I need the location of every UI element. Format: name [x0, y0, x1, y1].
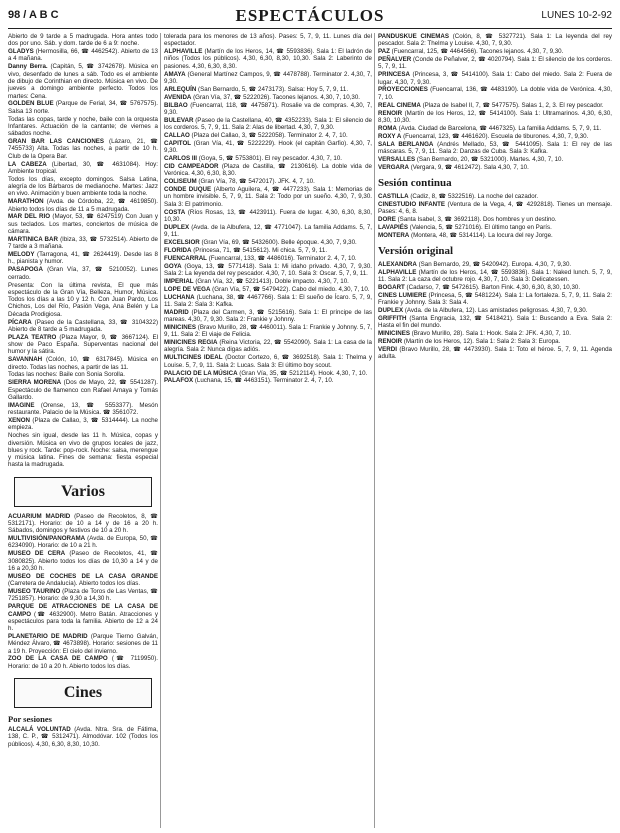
listing-entry: [378, 33, 612, 48]
page-number: 98 / A B C: [8, 9, 59, 21]
listing-name: RENOIR: [378, 338, 403, 346]
listing-text: Presenta: Con la última revista, El que más espectáculo de la Gran Vía, Belleza, Humor, Música. Todos los días a las 10 y 12 h. Con Juan Pardo, Los Chichos, Los del Río, Pasión Vega, Ana Belén y La Década Prodigiosa.: [8, 281, 158, 318]
listing-name: SAVANNAH: [8, 356, 43, 364]
listing-name: MARTINICA BAR: [8, 235, 58, 243]
listing-entry: [164, 370, 372, 377]
listing-text: (Gran Vía, 35, ☎ 5212114). Hook. 4,30, 7, 10.: [239, 369, 368, 377]
listing-entry: [378, 133, 612, 140]
column-rule: [160, 33, 161, 828]
listing-entry: [378, 156, 612, 163]
listing-name: COSTA: [164, 208, 186, 216]
listing-text: (Libertad, 30, ☎ 4631084). Hoy: Ambiente tropical.: [8, 160, 158, 175]
listing-name: LA CABEZA: [8, 160, 47, 168]
listing-text: (Ibiza, 33, ☎ 5732514). Abierto de 7 tarde a 3 mañana.: [8, 235, 158, 251]
listing-text: (Doctor Cortezo, 6, ☎ 3692518). Sala 1: Thelma y Louise. 5, 7, 9, 11. Sala 2: Lucas. Sala 3: El último boy scout.: [164, 354, 372, 369]
listing-text: (Capitán, 5, ☎ 3742678). Música en vivo, desenfado de lunes a sáb. Todo es el ambiente de dibujo de Corinthian en directo. Música en vivo. De jueves a domingo ambiente perfecto. Todos los martes: Cena.: [8, 63, 158, 100]
listing-name: CINESTUDIO INFANTE: [378, 200, 446, 208]
listing-text: (Lázaro, 21, ☎ 7455733) Alta. Todas las noches, a partir de 10 h. Club de la Opera Bar.: [8, 138, 158, 160]
listing-text: (Plaza Mayor, 9, ☎ 3667124). El show de Paco España. Superventas nacional del humor y la sátira.: [8, 333, 158, 356]
listing-name: PAZ: [378, 48, 390, 56]
listing-text: (Gran Vía, 78, ☎ 5472017). JFK. 4, 7, 10.: [198, 178, 315, 186]
listing-entry: [378, 307, 612, 314]
listing-entry: [164, 339, 372, 354]
listing-entry: [378, 125, 612, 132]
listing-entry: [378, 292, 612, 307]
listing-entry: [164, 247, 372, 254]
listing-entry: [8, 550, 158, 572]
listing-entry: [164, 255, 372, 262]
listing-name: VERGARA: [378, 163, 409, 171]
listing-text: (Hermosilla, 66, ☎ 4462542). Abierto de 13 a 4 mañana.: [8, 48, 158, 63]
listing-text: (General Martínez Campos, 9, ☎ 4478788). Terminator 2. 4,30, 7, 9,30.: [164, 70, 372, 85]
listing-name: PEÑALVER: [378, 56, 412, 64]
listing-entry: [8, 176, 158, 198]
listing-name: REAL CINEMA: [378, 101, 421, 109]
listing-entry: [8, 513, 158, 535]
listing-entry: [164, 86, 372, 93]
listing-entry: [164, 186, 372, 208]
listing-name: CARLOS III: [164, 155, 198, 163]
listing-text: (Luchana, 15, ☎ 4463151). Terminator 2. 4, 7, 10.: [194, 377, 334, 385]
listing-entry: [8, 116, 158, 138]
listing-entry: [8, 573, 158, 588]
listing-name: ALPHAVILLE: [164, 48, 203, 56]
listing-name: ZOO DE LA CASA DE CAMPO: [8, 655, 108, 663]
listing-text: (Santa Engracia, 132, ☎ 5418421). Sala 1: Buscando a Eva. Sala 2: Hasta el fin del mundo.: [378, 315, 612, 330]
listing-entry: [378, 346, 612, 361]
listing-name: DUPLEX: [378, 307, 404, 315]
listing-entry: [8, 371, 158, 378]
listing-entry: [378, 232, 612, 239]
listing-text: (☎ 4632900). Metro Batán. Atracciones y espectáculos para toda la familia. Abierto de 12 a 24 h.: [8, 610, 158, 633]
listing-entry: [378, 193, 612, 200]
listing-text: (Andrés Mellado, 53, ☎ 5441095). Sala 1: El rey de las máscaras. 5, 7, 9, 11. Sala 2: Danzas de Cuba. Sala 3: Kafka.: [378, 140, 612, 155]
listing-text: (Martín de los Heros, 14, ☎ 5593836). Sala 1: Naked lunch. 5, 7, 9, 11. Sala 2: La caza del octubre rojo. 4,30, 7, 10. Sala 3: Delicatessen.: [378, 268, 612, 284]
listing-name: ROXY A: [378, 132, 402, 140]
por-sesiones-listings: [8, 726, 158, 748]
listing-text: (Plaza del Callao, 3, ☎ 5222058). Terminator 2. 4, 7, 10.: [191, 132, 348, 140]
listing-name: VERDI: [378, 346, 397, 354]
listing-entry: [8, 198, 158, 213]
listing-entry: [164, 209, 372, 224]
listing-entry: [164, 286, 372, 293]
column-1: [8, 33, 158, 828]
listing-name: EXCELSIOR: [164, 238, 200, 246]
listing-entry: [8, 726, 158, 748]
listing-entry: [164, 71, 372, 86]
issue-date: LUNES 10-2-92: [541, 10, 612, 21]
listing-text: (Fuencarral, 123, ☎ 4461620). Escuela de tiburones. 4,30, 7, 9,30.: [403, 132, 589, 140]
listing-name: CASTILLA: [378, 192, 409, 200]
nightlife-listings: [8, 33, 158, 469]
listing-entry: [164, 324, 372, 339]
listing-text: Todas las copas, tarde y noche, baile con la orquesta Infantares. Actuación de la cantante; de viernes a sábados noche.: [8, 115, 158, 138]
listing-text: (Tarragona, 41, ☎ 2624419). Desde las 8 h., pianista y humor.: [8, 251, 158, 266]
listing-name: ALPHAVILLE: [378, 268, 417, 276]
listing-text: (Avda. Ciudad de Barcelona, ☎ 4467325). La familia Addams. 5, 7, 9, 11.: [398, 124, 602, 132]
listing-entry: [378, 216, 612, 223]
listing-entry: [378, 86, 612, 101]
listing-name: PRINCESA: [378, 71, 410, 79]
listing-name: ARLEQUÍN: [164, 85, 197, 93]
listing-entry: [164, 377, 372, 384]
cinema-listings: [164, 33, 372, 385]
listing-entry: [8, 213, 158, 235]
listing-entry: [378, 284, 612, 291]
listing-entry: [378, 56, 612, 71]
listing-entry: [164, 239, 372, 246]
listing-entry: [8, 266, 158, 281]
listing-text: (Parque Tierno Galván, Méndez Álvaro, ☎ 4673898). Horario: sesiones de 11 a 19 h. Proyección: El cielo del invierno.: [8, 633, 158, 655]
listing-text: (Fuencarral, 118, ☎ 4475871). Rosalie va de compras. 4,30, 7, 9,30.: [164, 101, 372, 116]
listing-text: (Gran Vía, 37, ☎ 5222026). Tacones lejanos. 4,30, 7, 10,30.: [193, 93, 360, 101]
listing-name: MUSEO DE COCHES DE LA CASA GRANDE: [8, 572, 158, 580]
listing-text: Abierto de 9 tarde a 5 madrugada. Hora antes todo dos por uno. Sáb. y dom. tarde de 6 a 9: noche.: [8, 33, 158, 48]
listing-text: (Princesa, 71, ☎ 5415612). Mi chica. 5, 7, 9, 11.: [193, 246, 328, 254]
listing-text: (Dos de Mayo, 22, ☎ 5541287). Espectáculo de flamenco con Rafael Amaya y Tomás Gallardo.: [8, 379, 158, 401]
listing-text: (Orense, 13, ☎ 5553377). Mesón restaurante. Palacio de la Música. ☎ 3561072.: [8, 401, 158, 417]
listing-entry: [164, 354, 372, 369]
listing-text: (Vergara, 9, ☎ 4612472). Sala 4,30, 7, 10.: [410, 163, 529, 171]
listing-text: (Colón, 8, ☎ 5327721). Sala 1: La leyenda del rey pescador. Sala 2: Thelma y Louise. 4,30, 7, 9,30.: [378, 33, 612, 48]
listing-name: BOGART: [378, 284, 405, 292]
listing-text: (Alberto Aguilera, 4, ☎ 4477233). Sala 1: Memorias de un hombre invisible. 5, 7, 9, 11. Sala 2: Todo por un sueño. 4,30, 7, 9,30. Sala 3: El patrimonio.: [164, 186, 372, 208]
listing-text: (Cadarso, 7, ☎ 5472615). Barton Fink. 4,30, 6,30, 8,30, 10,30.: [406, 284, 581, 292]
listing-text: (Gran Vía, 41, ☎ 5222229). Hook (el capitán Garfio). 4,30, 7, 9,30.: [164, 139, 372, 155]
listing-text: tolerada para los menores de 13 años). Pases: 5, 7, 9, 11. Lunes día del espectador.: [164, 33, 372, 48]
listing-name: VERSALLES: [378, 155, 416, 163]
listing-entry: [8, 633, 158, 655]
listing-text: (San Bernardo, 5, ☎ 2473173). Salsa: Hoy 5, 7, 9, 11.: [198, 85, 349, 93]
listing-entry: [378, 48, 612, 55]
listing-name: ALEXANDRA: [378, 261, 417, 269]
listing-name: PLAZA TEATRO: [8, 333, 57, 341]
listing-entry: [8, 655, 158, 670]
listing-entry: [164, 294, 372, 309]
listing-name: GLADYS: [8, 48, 34, 56]
listing-entry: [378, 141, 612, 156]
listing-text: (Plaza de Castilla, ☎ 2130616). La doble vida de Verónica. 4,30, 6,30, 8,30.: [164, 162, 372, 178]
listing-text: (Plaza del Carmen, 3, ☎ 5215616). Sala 1: El príncipe de las mareas. 4,30, 7, 9,30. Sala 2: Frankie y Johnny.: [164, 308, 372, 324]
listing-text: (Bravo Murillo, 28, ☎ 4460011). Sala 1: Frankie y Johnny. 5, 7, 9, 11. Sala 2: El viaje de Felicia.: [164, 323, 372, 339]
listing-text: (Luchana, 38, ☎ 4467766). Sala 1: El sueño de Ícaro. 5, 7, 9, 11. Sala 2: Sala 3: Kafka.: [164, 293, 372, 308]
listing-name: AMAYA: [164, 70, 186, 78]
listing-name: ACUARIUM MADRID: [8, 512, 71, 520]
column-2: [164, 33, 372, 828]
listing-entry: [378, 102, 612, 109]
listing-entry: [378, 224, 612, 231]
listing-name: PARQUE DE ATRACCIONES DE LA CASA DE CAMPO: [8, 603, 158, 618]
listing-entry: [164, 48, 372, 70]
listing-entry: [8, 334, 158, 356]
version-original-listings: [378, 261, 612, 361]
listing-entry: [8, 432, 158, 468]
listing-name: GOLDEN BLUE: [8, 100, 54, 108]
listing-entry: [164, 102, 372, 117]
listing-name: CID CAMPEADOR: [164, 162, 219, 170]
listing-name: CINES LUMIERE: [378, 292, 427, 299]
listing-name: ROMA: [378, 124, 397, 132]
listing-text: (Fuencarral, 136, ☎ 4483190). La doble vida de Verónica. 4,30, 7, 10.: [378, 86, 612, 101]
listing-text: (Martín de los Heros, 14, ☎ 5593836). Sala 1: El ladrón de niños (Todos los públicos). 4,30, 6,30, 8,30, 10,30. Sala 2: Laberinto de pasiones. 4,30, 6,30, 8,30.: [164, 48, 372, 70]
listing-entry: [8, 603, 158, 632]
listing-name: MADRID: [164, 308, 189, 316]
listing-name: PÍCARA: [8, 318, 32, 326]
listing-name: BULEVAR: [164, 116, 194, 124]
listing-name: MUSEO TAURINO: [8, 588, 61, 596]
listing-name: MINICINES: [164, 323, 196, 331]
listing-entry: [164, 309, 372, 324]
listing-name: MARATHON: [8, 198, 44, 206]
listing-entry: [8, 282, 158, 318]
listing-name: CAPITOL: [164, 139, 192, 147]
listing-name: PASAPOGA: [8, 266, 43, 274]
listing-name: SALA BERLANGA: [378, 140, 434, 148]
listing-entry: [164, 94, 372, 101]
sesion-continua-heading: Sesión continua: [378, 176, 452, 189]
listing-name: FLORIDA: [164, 246, 192, 254]
listing-name: CALLAO: [164, 132, 190, 140]
varios-listings: [8, 513, 158, 670]
listing-name: DUPLEX: [164, 223, 190, 231]
listing-entry: [378, 330, 612, 337]
listing-text: (Plaza de Toros de Las Ventas, ☎ 7251857). Horario: de 9,30 a 14,30 h.: [8, 588, 158, 603]
listing-entry: [164, 132, 372, 139]
listing-text: (Princesa, 3, ☎ 5414100). Sala 1: Cabo del miedo. Sala 2: Fuera de lugar. 4,30, 7, 9,30.: [378, 71, 612, 86]
listing-text: (Gran Vía, 69, ☎ 5432600). Belle époque. 4,30, 7, 9,30.: [201, 238, 357, 246]
listing-entry: [8, 417, 158, 432]
listing-name: SIERRA MORENA: [8, 379, 62, 387]
listing-entry: [8, 251, 158, 266]
listing-text: (Avda. de la Albufera, 12). Las amistades peligrosas. 4,30, 7, 9,30.: [404, 307, 588, 315]
listing-name: MAR DEL RIO: [8, 213, 51, 221]
listing-text: (Carretera de Andalucía). Abierto todos los días.: [8, 580, 141, 588]
listing-text: (Reina Victoria, 22, ☎ 5542090). Sala 1: La casa de la alegría. Sala 2: Nunca digas adiós.: [164, 339, 372, 354]
listing-entry: [378, 338, 612, 345]
listing-entry: [8, 236, 158, 251]
listing-name: LAVAPIÉS: [378, 223, 409, 231]
listing-text: (Valencia, 5, ☎ 5271016). El último tango en París.: [409, 223, 552, 231]
listing-text: (Martín de los Heros, 12). Sala 1: Sala 2: Sala 3: Europa.: [403, 338, 561, 346]
listing-entry: [378, 315, 612, 330]
listing-name: GOYA: [164, 262, 182, 270]
listing-entry: [8, 402, 158, 417]
listing-entry: [378, 269, 612, 284]
listing-text: Todos los días, excepto domingos. Salsa Latina, alegría de los Bárbaros de medianoche. Martes: Jazz en vivo. Animación y buen ambiente toda la noche.: [8, 175, 158, 198]
listing-name: ALCALÁ VOLUNTAD: [8, 726, 71, 734]
listing-text: (San Bernardo, 29, ☎ 5420942). Europa. 4,30, 7, 9,30.: [418, 261, 572, 269]
listing-entry: [378, 261, 612, 268]
listing-name: LOPE DE VEGA: [164, 285, 211, 293]
listing-text: (San Bernardo, 20, ☎ 5321000). Martes. 4,30, 7, 10.: [416, 155, 564, 163]
listing-name: MINICINES: [378, 330, 410, 338]
listing-name: COLISEUM: [164, 178, 197, 186]
listing-name: MULTICINES IDEAL: [164, 354, 223, 362]
listing-name: GRIFFITH: [378, 315, 407, 323]
listing-text: (Gran Vía, 37, ☎ 5210052). Lunes cerrado.: [8, 266, 158, 281]
listing-text: (Avda. Ntra. Sra. de Fátima, 138, C. P., ☎ 5312471). Almodóvar. 102 (Todos los públicos). 4,30, 6,30, 8,30, 10,30.: [8, 726, 158, 748]
listing-text: (Colón, 10, ☎ 6317845). Música en directo. Todas las noches, a partir de las 11.: [8, 356, 158, 371]
listing-name: GRAN BAR LAS CANCIONES: [8, 138, 105, 146]
listing-entry: [164, 117, 372, 132]
listing-entry: [8, 535, 158, 550]
listing-name: MINICINES REGIA: [164, 339, 218, 347]
listing-text: (Paseo de la Castellana, 40, ☎ 4352233). Sala 1: El silencio de los corderos. 5, 7, 9, 11. Sala 2: Alas de libertad. 4,30, 7, 9,30.: [164, 116, 372, 132]
listing-name: MELODY: [8, 251, 35, 259]
listing-entry: [378, 110, 612, 125]
listing-name: PROYECCIONES: [378, 86, 428, 94]
listing-entry: [8, 319, 158, 334]
listing-text: (Goya, 13, ☎ 5771418). Sala 1: Mi idaho privado. 4,30, 7, 9,30. Sala 2: La leyenda del rey pescador. 4,30, 7, 10. Sala 3: Oscar. 5, 7, 9, 11.: [164, 262, 372, 277]
listing-name: CONDE DUQUE: [164, 186, 212, 194]
listing-name: MONTERA: [378, 231, 410, 239]
listing-entry: [8, 100, 158, 115]
page-header: [8, 6, 612, 29]
listing-text: (Mayor, 53, ☎ 6247519) Con Juan y sus teclados. Los martes, conciertos de música de cámara.: [8, 213, 158, 236]
listing-entry: [8, 379, 158, 401]
listing-entry: [8, 161, 158, 176]
listing-name: FUENCARRAL: [164, 254, 207, 262]
listing-entry: [164, 278, 372, 285]
listing-text: (☎ 7119950). Horario: de 10 a 20 h. Abierto todos los días.: [8, 655, 158, 670]
listing-name: MUSEO DE CERA: [8, 550, 66, 558]
listing-text: (Avda. de Córdoba, 22, ☎ 4619850). Abierto todos los días de 11 a 5 madrugada.: [8, 198, 158, 213]
listing-entry: [8, 356, 158, 371]
listing-text: (Montera, 48, ☎ 5314114). La locura del rey Jorge.: [411, 231, 553, 239]
listing-text: (Paseo de Recoletos, 41, ☎ 3080825). Abierto todos los días de 10,30 a 14 y de 16 a 20,30 h.: [8, 550, 158, 572]
column-rule: [374, 33, 375, 828]
listing-name: IMAGINE: [8, 401, 35, 409]
listing-text: (Ventura de la Vega, 4, ☎ 4292818). Tienes un mensaje. Pases: 4, 6, 8.: [378, 200, 612, 216]
listing-text: (Plaza de Callao, 3, ☎ 5314444). La noche empieza.: [8, 417, 158, 432]
cines-heading: Cines: [14, 678, 152, 708]
listing-name: RENOIR: [378, 109, 403, 117]
listing-entry: [164, 140, 372, 155]
listing-text: (Parque de Ferial, 34, ☎ 5767575). Salsa 13 norte.: [8, 100, 158, 115]
version-original-heading: Versión original: [378, 245, 454, 258]
listing-entry: [378, 71, 612, 86]
listing-text: (Gran Vía, 57, ☎ 5479422). Cabo del miedo. 4,30, 7, 10.: [212, 285, 370, 293]
column-3: [378, 33, 612, 828]
listing-text: Noches sin igual, desde las 11 h. Música, copas y diversión. Música en vivo de grupos locales de jazz, blues y rock. Tarde: pop-rock. Noche: salsa, merengue y música latina. Fines de semana: fiesta especial hasta la madrugada.: [8, 432, 158, 469]
listing-name: DORE: [378, 215, 396, 223]
listing-text: (Gran Vía, 32, ☎ 5221413). Doble impacto. 4,30, 7, 10.: [195, 277, 349, 285]
listing-text: (Plaza de Isabel II, 7, ☎ 5477575). Salas 1, 2, 3. El rey pescador.: [422, 101, 604, 109]
listing-entry: [164, 224, 372, 239]
listing-name: XENON: [8, 417, 31, 425]
listing-text: Todas las noches: Baile con Sonia Sorolla.: [8, 371, 125, 379]
listing-name: PANDUSKUE CINEMAS: [378, 33, 449, 40]
listing-entry: [164, 178, 372, 185]
listing-name: AVENIDA: [164, 93, 192, 101]
listing-text: (Fuencarral, 133, ☎ 4486016). Terminator 2. 4, 7, 10.: [208, 254, 357, 262]
listing-text: (Avda. de Europa, 50, ☎ 6234090). Horario: de 10 a 21 h.: [8, 535, 158, 550]
listing-text: (Cadiz, 8, ☎ 5322516). La noche del cazador.: [410, 192, 539, 200]
listing-text: (Bravo Murillo, 28). Sala 1: Hook. Sala 2: JFK. 4,30, 7, 10.: [411, 330, 571, 338]
cinema-listings-continued: [378, 33, 612, 171]
listing-text: (Goya, 5, ☎ 5753801). El rey pescador. 4,30, 7, 10.: [198, 155, 342, 163]
listing-entry: [378, 164, 612, 171]
listing-entry: [378, 201, 612, 216]
listing-name: IMPERIAL: [164, 277, 194, 285]
sesion-continua-listings: [378, 193, 612, 239]
por-sesiones-heading: Por sesiones: [8, 714, 52, 725]
listing-name: BILBAO: [164, 101, 188, 109]
listing-text: (Paseo de la Castellana, 33, ☎ 3104322) Abierto de 8 tarde a 5 madrugada.: [8, 318, 158, 333]
listing-entry: [164, 163, 372, 178]
listing-entry: [164, 263, 372, 278]
listing-text: (Conde de Peñalver, 2, ☎ 4020794). Sala 1: El silencio de los corderos. 5, 7, 9, 11.: [378, 56, 612, 71]
listing-text: (Paseo de Recoletos, 8, ☎ 5312171). Horario: de 10 a 14 y de 16 a 20 h. Sábados, domingos y festivos de 10 a 20 h.: [8, 512, 158, 535]
listing-entry: [164, 33, 372, 48]
listing-name: MULTIVISIÓN/PANORAMA: [8, 535, 86, 543]
listing-text: (Princesa, 5, ☎ 5481224). Sala 1: La fortaleza. 5, 7, 9, 11. Sala 2: Frankie y Johnny. Sala 3: Sala 4.: [378, 292, 612, 307]
listing-name: PLANETARIO DE MADRID: [8, 633, 88, 640]
listing-entry: [164, 155, 372, 162]
listing-text: (Santa Isabel, 3, ☎ 3692118). Dos hombres y un destino.: [397, 215, 557, 223]
listing-text: (Avda. de la Albufera, 12, ☎ 4771047). La familia Addams. 5, 7, 9, 11.: [164, 223, 372, 239]
listing-entry: [8, 588, 158, 603]
listing-entry: [8, 33, 158, 48]
listing-name: Danny Berra.: [8, 63, 48, 71]
listing-entry: [8, 48, 158, 63]
listing-entry: [8, 138, 158, 160]
listing-name: LUCHANA: [164, 293, 195, 301]
listing-text: (Ríos Rosas, 13, ☎ 4423911). Fuera de lugar. 4,30, 6,30, 8,30, 10,30.: [164, 208, 372, 223]
listing-name: PALAFOX: [164, 377, 194, 385]
listing-entry: [8, 63, 158, 99]
listing-text: (Fuencarral, 125, ☎ 4464566). Tacones lejanos. 4,30, 7, 9,30.: [391, 48, 564, 56]
listing-text: (Bravo Murillo, 28, ☎ 4473930). Sala 1: Toto el héroe. 5, 7, 9, 11. Agenda adulta.: [378, 346, 612, 361]
varios-heading: Varios: [14, 477, 152, 507]
section-title: ESPECTÁCULOS: [235, 6, 385, 25]
listing-text: (Martín de los Heros, 12, ☎ 5414100). Sala 1: Ultramarinos. 4,30, 6,30, 8,30, 10,30.: [378, 109, 612, 124]
listing-name: PALACIO DE LA MÚSICA: [164, 369, 238, 377]
